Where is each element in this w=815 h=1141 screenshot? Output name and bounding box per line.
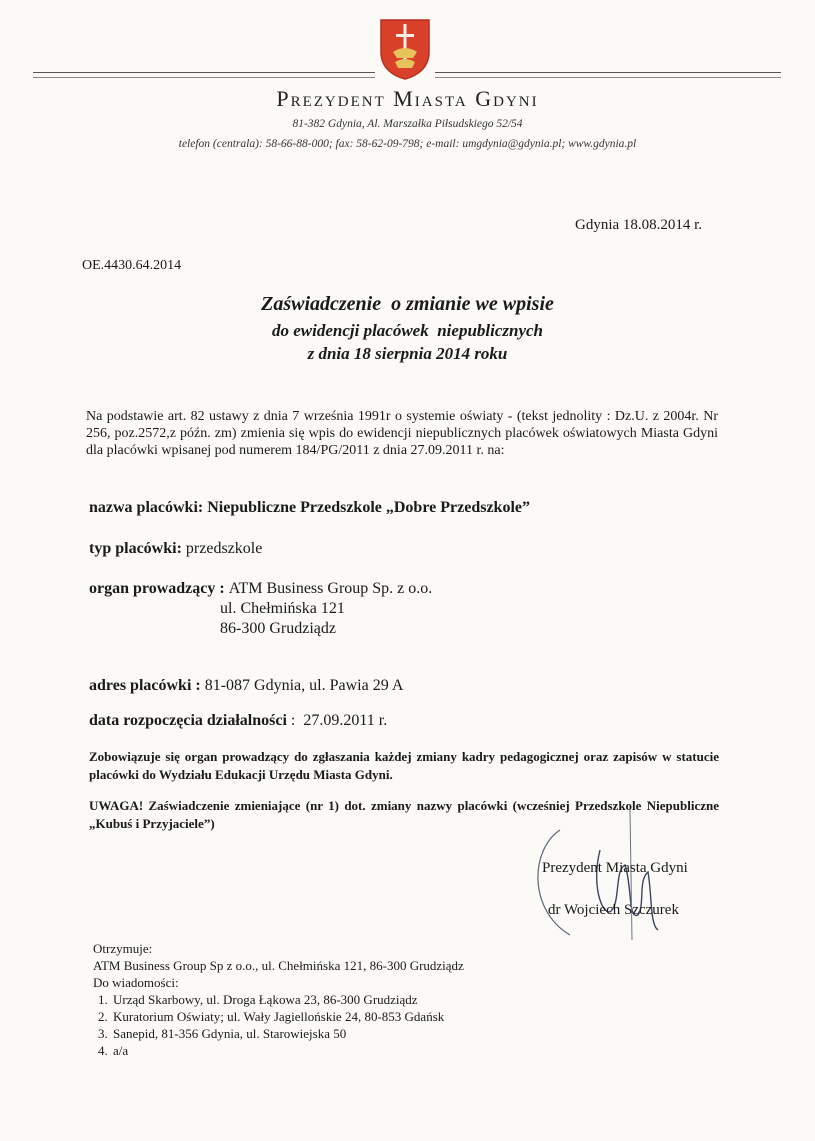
signature-title: Prezydent Miasta Gdyni [542,860,688,876]
list-item: 3. Sanepid, 81-356 Gdynia, ul. Starowiejska 50 [111,1025,464,1042]
field-value: ATM Business Group Sp. z o.o. [228,580,433,597]
reference-number: OE.4430.64.2014 [82,258,182,273]
field-label: nazwa placówki: [89,499,208,516]
header-rule-right-thin [435,77,781,78]
cc-list [93,991,464,1059]
city-crest-icon [379,18,431,80]
signature-name: dr Wojciech Szczurek [548,902,679,918]
warning-note: UWAGA! Zaświadczenie zmieniające (nr 1) dot. zmiany nazwy placówki (wcześniej Przedszkole Niepubliczne „Kubuś i Przyjaciele”) [89,798,719,831]
operator-street: ul. Chełmińska 121 [220,600,345,617]
header-rule-left [33,72,375,73]
letterhead-address: 81-382 Gdynia, Al. Marszałka Piłsudskiego 52/54 [292,118,523,130]
operator-city: 86-300 Grudziądz [220,620,336,637]
field-facility-address [89,677,403,695]
document-title-line3: z dnia 18 sierpnia 2014 roku [307,344,508,363]
field-value: : 27.09.2011 r. [286,712,388,729]
document-title: Zaświadczenie o zmianie we wpisie [261,293,554,315]
field-start-date [89,712,387,730]
header-rule-left-thin [33,77,375,78]
recipients-block [93,940,464,1059]
document-title-line2: do ewidencji placówek niepublicznych [271,321,544,340]
cc-heading: Do wiadomości: [93,975,179,990]
field-label: adres placówki : [89,677,205,694]
field-label: data rozpoczęcia działalności [89,712,287,729]
field-label: organ prowadzący : [89,580,229,597]
body-paragraph: Na podstawie art. 82 ustawy z dnia 7 września 1991r o systemie oświaty - (tekst jednolity : Dz.U. z 2004r. Nr 256, poz.2572,z późn. zm) zmienia się wpis do ewidencji niepublicznych placówek oświatowych Miasta Gdyni dla placówki wpisanej pod numerem 184/PG/2011 z dnia 27.09.2011 r. na: [86,409,718,458]
letterhead-contact: telefon (centrala): 58-66-88-000; fax: 58-62-09-798; e-mail: umgdynia@gdynia.pl; www.gdynia.pl [178,138,637,150]
header-rule-right [435,72,781,73]
field-value: Niepubliczne Przedszkole „Dobre Przedszkole” [207,499,530,516]
field-label: typ placówki: [89,540,186,557]
list-item: 4. a/a [111,1042,464,1059]
obligation-note: Zobowiązuje się organ prowadzący do zgłaszania każdej zmiany kadry pedagogicznej oraz zapisów w statucie placówki do Wydziału Edukacji Urzędu Miasta Gdyni. [89,749,719,782]
field-facility-name [89,499,530,517]
letterhead-title: Prezydent Miasta Gdyni [276,86,539,111]
field-value: przedszkole [185,540,263,557]
list-item: 1. Urząd Skarbowy, ul. Droga Łąkowa 23, 86-300 Grudziądz [111,991,464,1008]
list-item: 2. Kuratorium Oświaty; ul. Wały Jagiellońskie 24, 80-853 Gdańsk [111,1008,464,1025]
field-value: 81-087 Gdynia, ul. Pawia 29 A [204,677,404,694]
document-date: Gdynia 18.08.2014 r. [575,217,703,233]
handwritten-signature-icon [520,810,720,950]
recipients-heading: Otrzymuje: [93,941,153,956]
field-operator [89,580,432,598]
field-facility-type [89,540,262,558]
recipient-main: ATM Business Group Sp z o.o., ul. Chełmińska 121, 86-300 Grudziądz [93,958,464,973]
